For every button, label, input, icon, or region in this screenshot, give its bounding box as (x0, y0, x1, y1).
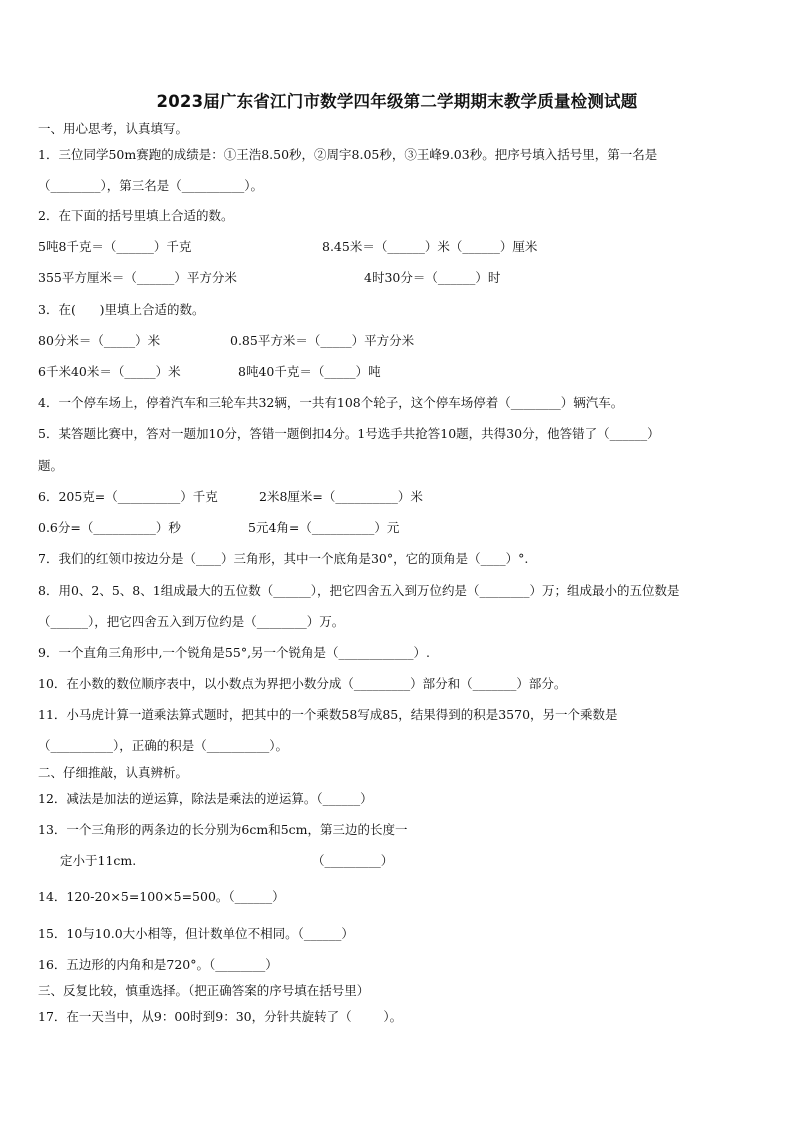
question-5-line-1: 5．某答题比赛中，答对一题加10分，答错一题倒扣4分。1号选手共抢答10题，共得30分，他答错了（______） (38, 426, 660, 441)
question-4: 4．一个停车场上，停着汽车和三轮车共32辆，一共有108个轮子，这个停车场停着（________）辆汽车。 (38, 395, 624, 410)
section-2-heading: 二、仔细推敲，认真辨析。 (38, 765, 189, 780)
question-6-item-b: 2米8厘米=（__________）米 (259, 489, 423, 504)
question-13-line-1: 13．一个三角形的两条边的长分别为6cm和5cm，第三边的长度一 (38, 822, 408, 837)
question-13-answer-blank: （_________） (312, 853, 394, 868)
question-3-item-c: 6千米40米＝（_____）米 (38, 364, 181, 379)
question-11-line-1: 11．小马虎计算一道乘法算式题时，把其中的一个乘数58写成85，结果得到的积是3570，另一个乘数是 (38, 707, 618, 722)
question-2-item-b: 8.45米＝（______）米（______）厘米 (322, 239, 538, 254)
question-1-line-2: （________），第三名是（__________）。 (38, 178, 264, 193)
question-13-line-2: 定小于11cm. (60, 853, 137, 868)
section-3-heading: 三、反复比较，慎重选择。（把正确答案的序号填在括号里） (38, 983, 370, 998)
question-1-line-1: 1．三位同学50m赛跑的成绩是：①王浩8.50秒，②周宇8.05秒，③王峰9.03秒。把序号填入括号里，第一名是 (38, 147, 658, 162)
question-2-item-d: 4时30分＝（______）时 (364, 270, 501, 285)
section-1-heading: 一、用心思考，认真填写。 (38, 121, 189, 136)
question-8-line-1: 8．用0、2、5、8、1组成最大的五位数（______），把它四舍五入到万位约是（________）万；组成最小的五位数是 (38, 583, 680, 598)
question-15: 15．10与10.0大小相等，但计数单位不相同。（______） (38, 926, 354, 941)
question-6-item-a: 6．205克=（__________）千克 (38, 489, 218, 504)
exam-title: 2023届广东省江门市数学四年级第二学期期末教学质量检测试题 (156, 92, 638, 111)
question-3-item-d: 8吨40千克＝（_____）吨 (238, 364, 381, 379)
question-17: 17．在一天当中，从9：00时到9：30，分针共旋转了（ ）。 (38, 1009, 403, 1024)
question-12: 12．减法是加法的逆运算，除法是乘法的逆运算。（______） (38, 791, 373, 806)
question-6-item-d: 5元4角=（__________）元 (248, 520, 400, 535)
question-5-line-2: 题。 (38, 458, 64, 473)
question-10: 10．在小数的数位顺序表中，以小数点为界把小数分成（_________）部分和（_______）部分。 (38, 676, 567, 691)
question-3: 3．在( )里填上合适的数。 (38, 302, 205, 317)
question-2: 2．在下面的括号里填上合适的数。 (38, 208, 234, 223)
question-2-item-c: 355平方厘米＝（______）平方分米 (38, 270, 237, 285)
question-14: 14．120-20×5=100×5=500。（______） (38, 889, 285, 904)
question-3-item-a: 80分米＝（_____）米 (38, 333, 161, 348)
question-7: 7．我们的红领巾按边分是（____）三角形，其中一个底角是30°，它的顶角是（____）°. (38, 551, 529, 566)
question-8-line-2: （______），把它四舍五入到万位约是（________）万。 (38, 614, 345, 629)
question-16: 16．五边形的内角和是720°。（________） (38, 957, 278, 972)
question-9: 9．一个直角三角形中,一个锐角是55°,另一个锐角是（____________）. (38, 645, 431, 660)
question-6-item-c: 0.6分=（__________）秒 (38, 520, 181, 535)
question-2-item-a: 5吨8千克＝（______）千克 (38, 239, 192, 254)
question-11-line-2: （__________），正确的积是（__________）。 (38, 738, 289, 753)
question-3-item-b: 0.85平方米＝（_____）平方分米 (230, 333, 415, 348)
